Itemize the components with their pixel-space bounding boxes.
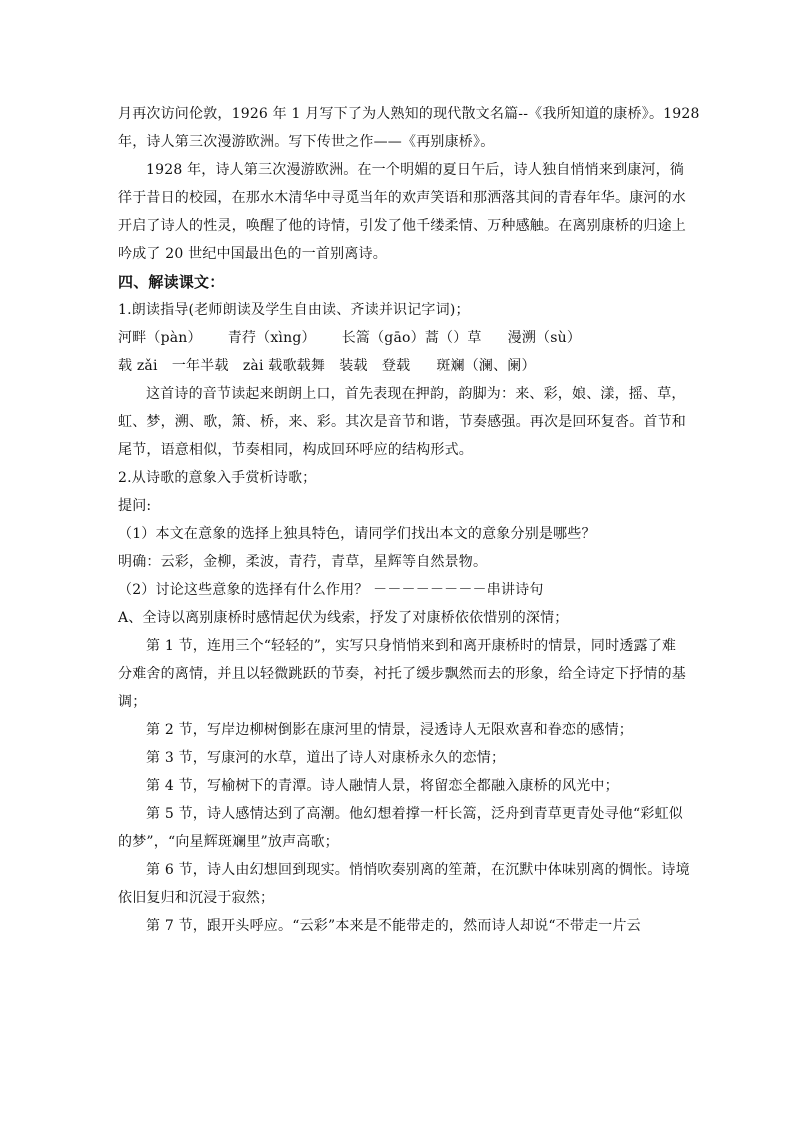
section-four-title: 四、解读课文： — [118, 273, 225, 291]
stanza5-line-2: 的梦”，“向星辉斑斓里”放声高歌； — [118, 834, 339, 850]
intro-line-2: 年，诗人第三次漫游欧洲。写下传世之作——《再别康桥》。 — [118, 134, 495, 150]
stanza3: 第 3 节，写康河的水草，道出了诗人对康桥永久的恋情； — [146, 750, 506, 766]
intro-line-1: 月再次访问伦敦，1926 年 1 月写下了为人熟知的现代散文名篇--《我所知道的康桥》。1928 — [118, 106, 700, 122]
answer-1: 明确：云彩，金柳，柔波，青荇，青草，星辉等自然景物。 — [118, 554, 488, 570]
para-1928-line-4: 吟成了 20 世纪中国最出色的一首别离诗。 — [118, 246, 387, 262]
stanza1-line-2: 分难舍的离情，并且以轻微跳跃的节奏，衬托了缓步飘然而去的形象，给全诗定下抒情的基 — [118, 666, 686, 682]
stanza2: 第 2 节，写岸边柳树倒影在康河里的情景，浸透诗人无限欢喜和眷恋的感情； — [146, 722, 634, 738]
stanza6-line-1: 第 6 节，诗人由幻想回到现实。悄悄吹奏别离的笙萧，在沉默中体味别离的惆怅。诗境 — [146, 862, 690, 878]
pinyin-word: 河畔（pàn） — [118, 330, 202, 346]
stanza7: 第 7 节，跟开头呼应。“云彩”本来是不能带走的，然而诗人却说“不带走一片云 — [146, 918, 641, 934]
question-1: （1）本文在意象的选择上独具特色，请同学们找出本文的意象分别是哪些？ — [118, 526, 596, 542]
point-a: A、全诗以离别康桥时感情起伏为线索，抒发了对康桥依依惜别的深情； — [118, 610, 569, 626]
stanza6-line-2: 依旧复归和沉浸于寂然； — [118, 890, 275, 906]
stanza5-line-1: 第 5 节，诗人感情达到了高潮。他幻想着撑一杆长篙，泛舟到青草更青处寻他“彩虹似 — [146, 806, 683, 822]
rhythm-line-3: 尾节，语意相似，节奏相同，构成回环呼应的结构形式。 — [118, 442, 473, 458]
stanza1-line-3: 调； — [118, 694, 147, 710]
pinyin-word: 漫溯（sù） — [507, 330, 582, 346]
rhythm-line-2: 虹、梦，溯、歌，箫、桥，来、彩。其次是音节和谐，节奏感强。再次是回环复沓。首节和 — [118, 414, 686, 430]
stanza1-line-1: 第 1 节，连用三个“轻轻的”，实写只身悄悄来到和离开康桥时的情景，同时透露了难 — [146, 638, 677, 654]
rhythm-line-1: 这首诗的音节读起来朗朗上口，首先表现在押韵，韵脚为：来、彩，娘、漾，摇、草， — [146, 386, 686, 402]
pinyin-word: 长篙（gāo）蒿（）草 — [341, 330, 482, 346]
pinyin-row-2 — [118, 352, 678, 380]
pinyin-word: 青荇（xìng） — [227, 330, 316, 346]
item1-title: 1.朗读指导(老师朗读及学生自由读、齐读并识记字词)； — [118, 302, 470, 318]
pinyin-row-1 — [118, 324, 678, 352]
para-1928-line-1: 1928 年，诗人第三次漫游欧洲。在一个明媚的夏日午后，诗人独自悄悄来到康河，徜 — [146, 162, 685, 178]
document-page — [118, 100, 700, 940]
para-1928-line-2: 徉于昔日的校园，在那水木清华中寻觅当年的欢声笑语和那洒落其间的青春年华。康河的水 — [118, 190, 686, 206]
para-1928-line-3: 开启了诗人的性灵，唤醒了他的诗情，引发了他千缕柔情、万种感触。在离别康桥的归途上 — [118, 218, 686, 234]
stanza4: 第 4 节，写榆树下的青潭。诗人融情人景，将留恋全都融入康桥的风光中； — [146, 778, 619, 794]
item2-title: 2.从诗歌的意象入手赏析诗歌； — [118, 470, 317, 486]
question-label: 提问: — [118, 498, 152, 514]
question-2: （2）讨论这些意象的选择有什么作用？ －－－－－－－－串讲诗句 — [118, 582, 544, 598]
pinyin-word: 斑斓（澜、阑） — [436, 358, 536, 374]
pinyin-word: 载 zǎi 一年半载 zài 载歌载舞 装载 登载 — [118, 358, 411, 374]
